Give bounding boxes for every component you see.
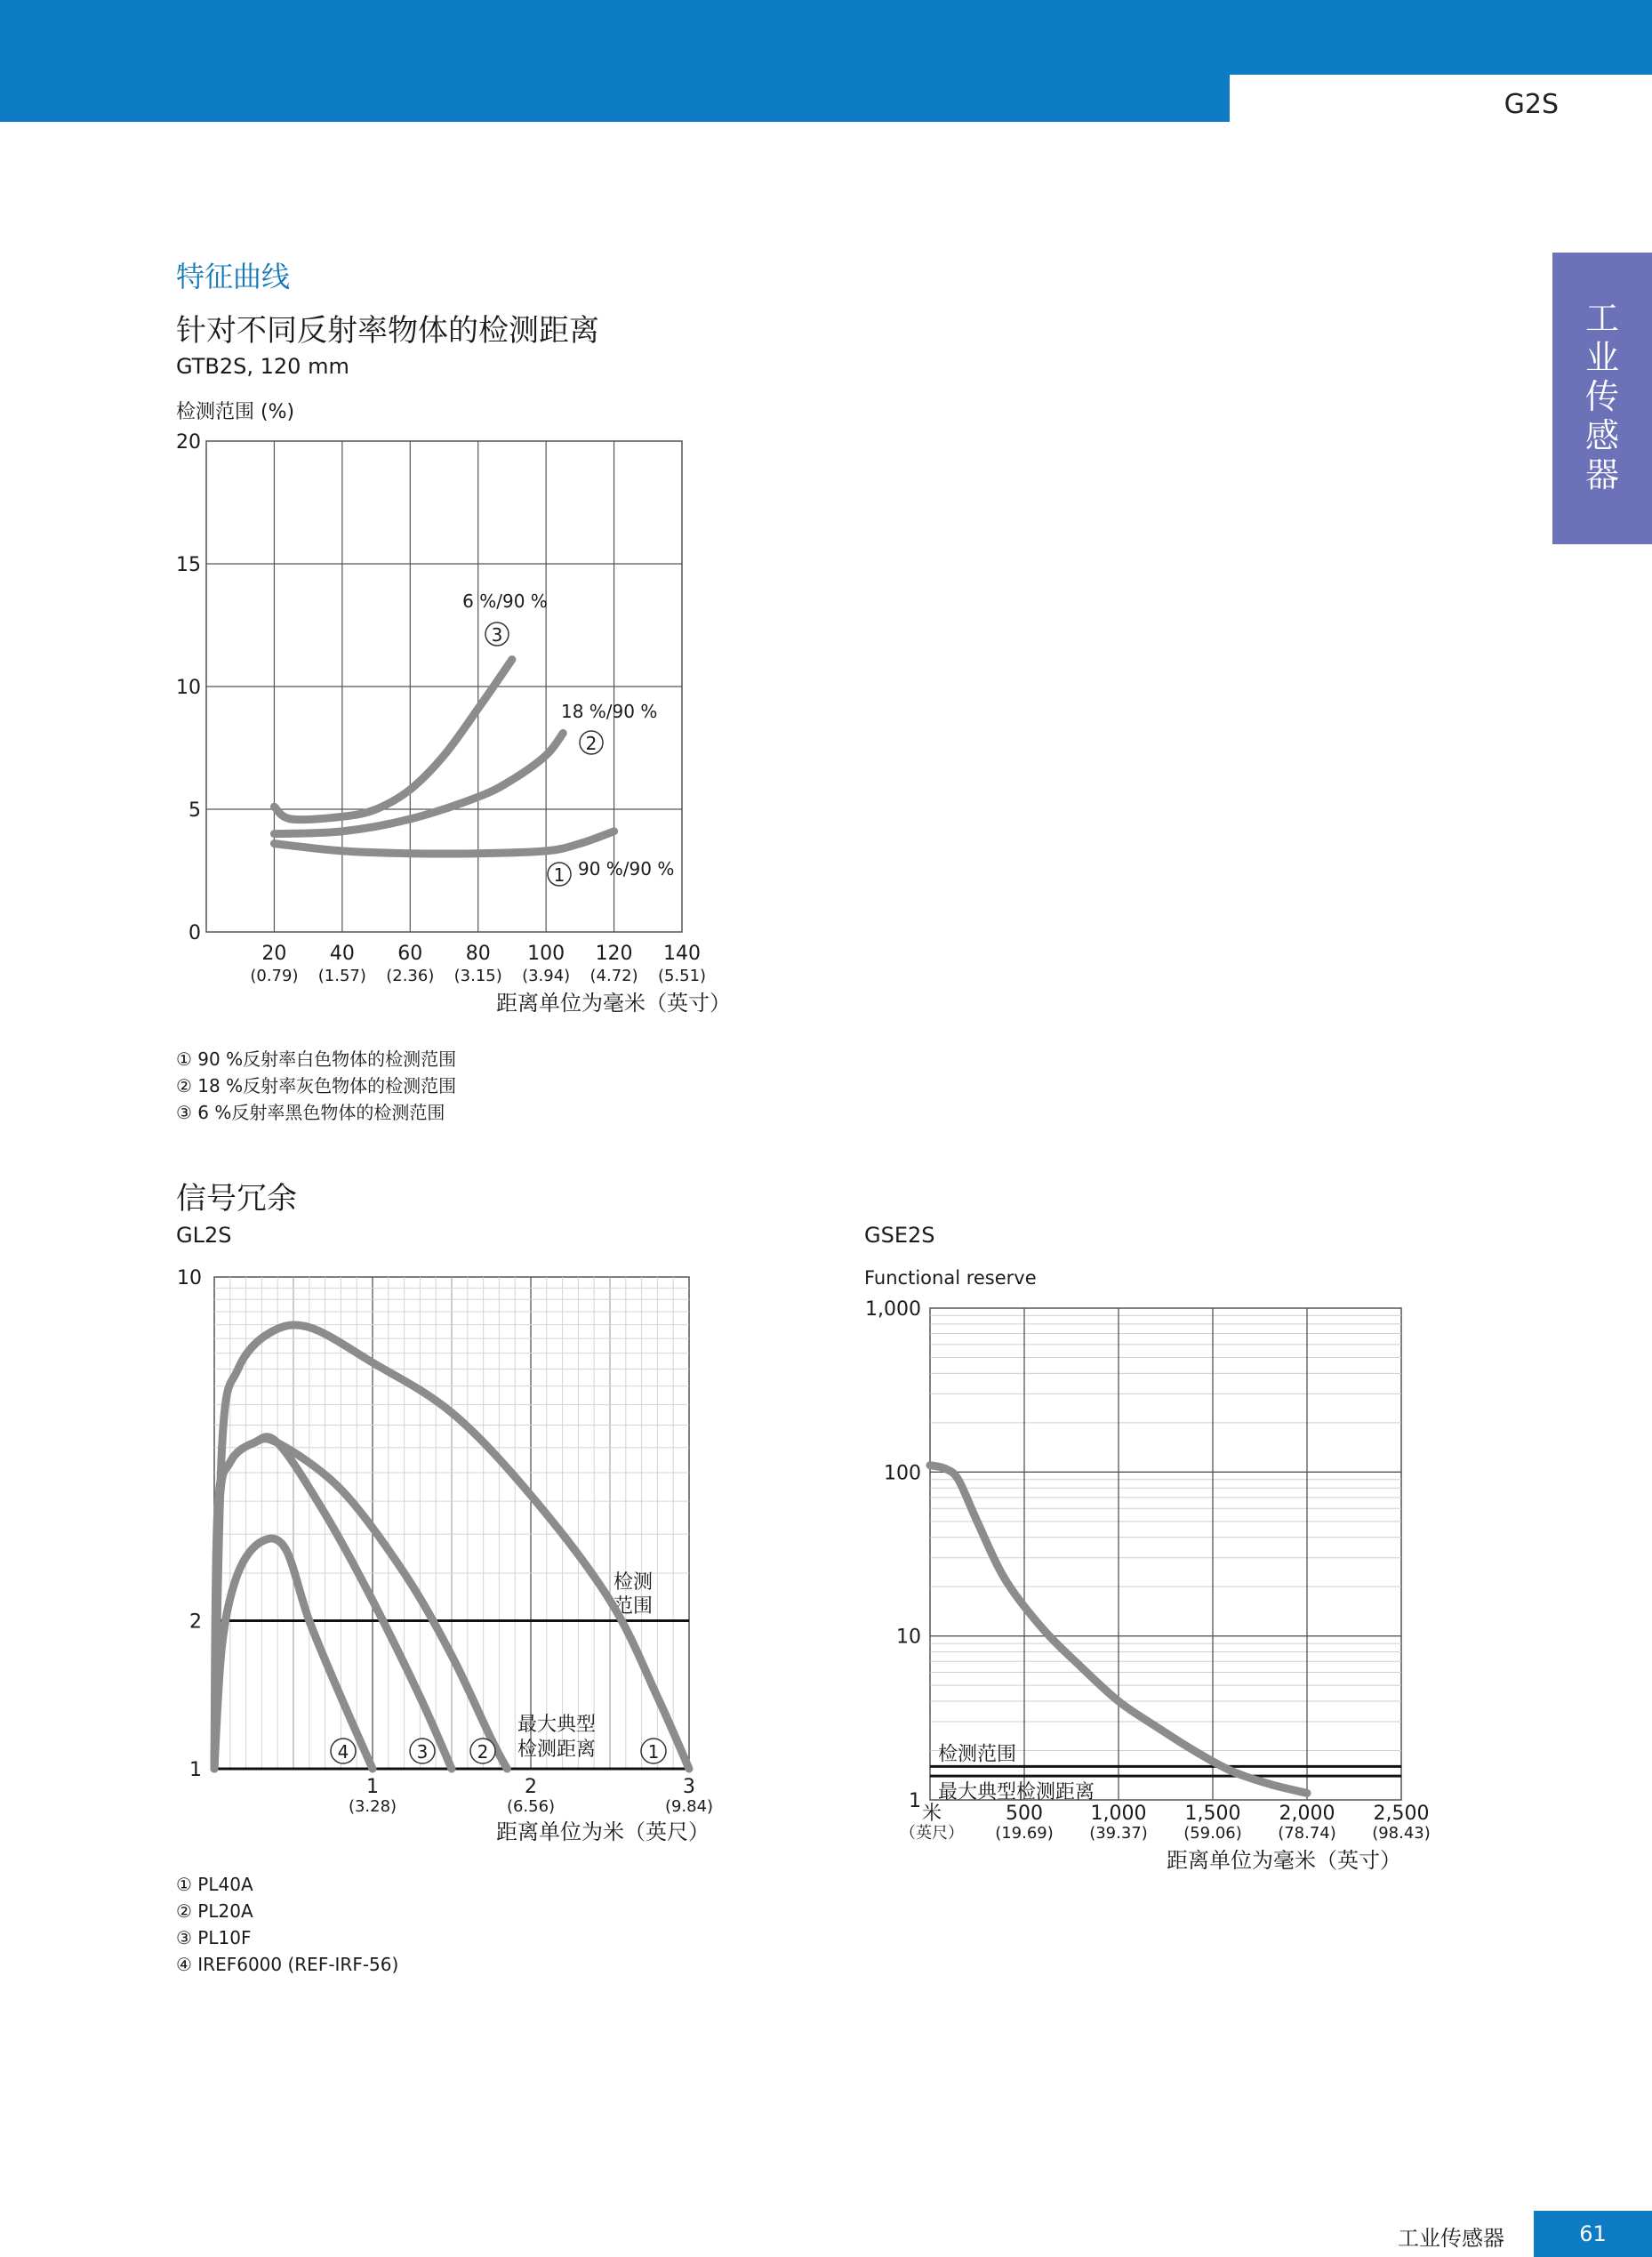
chart1-model: GTB2S, 120 mm xyxy=(176,354,349,379)
side-tab-char: 工 xyxy=(1584,299,1619,338)
page-number: 61 xyxy=(1534,2211,1652,2257)
chart3-frame xyxy=(930,1308,1401,1800)
chart3-xtick-sublabel: (39.37) xyxy=(1089,1824,1148,1843)
chart2-ytick-label: 2 xyxy=(189,1610,202,1634)
chart1-series-marker: 2 xyxy=(585,733,597,754)
chart3-xtick-sublabel: （英尺） xyxy=(900,1824,964,1843)
chart1-xtick-sublabel: (5.51) xyxy=(657,967,707,985)
chart3-ytick-label: 1 xyxy=(909,1790,921,1812)
chart3-xtick-label: 2,000 xyxy=(1279,1803,1335,1825)
chart1-xtick-sublabel: (0.79) xyxy=(250,967,299,985)
chart3-xtick-label: 米 xyxy=(921,1803,942,1825)
chart1-xlabel: 距离单位为毫米（英寸） xyxy=(496,991,731,1016)
chart2-annotation: 范围 xyxy=(613,1595,654,1618)
chart1-ytick-label: 0 xyxy=(188,922,201,944)
side-tab-char: 器 xyxy=(1584,455,1619,494)
chart2-annotation: 最大典型 xyxy=(517,1714,597,1736)
chart2-series-marker: 3 xyxy=(416,1741,429,1763)
chart3-xtick-label: 500 xyxy=(1006,1803,1043,1825)
chart1-ytick-label: 20 xyxy=(176,431,201,454)
section-subtitle: 针对不同反射率物体的检测距离 xyxy=(176,313,599,349)
chart3-ytick-label: 100 xyxy=(884,1462,921,1485)
chart3-xlabel: 距离单位为毫米（英寸） xyxy=(1167,1848,1401,1873)
chart3-ylabel: Functional reserve xyxy=(864,1267,1037,1289)
chart3-xtick-label: 1,000 xyxy=(1090,1803,1147,1825)
chart2-series-marker: 2 xyxy=(477,1741,489,1763)
chart1-xtick-sublabel: (3.15) xyxy=(453,967,502,985)
chart3-xtick-sublabel: (59.06) xyxy=(1183,1824,1242,1843)
chart1-xtick-label: 80 xyxy=(465,943,491,965)
chart1-xtick-sublabel: (2.36) xyxy=(386,967,435,985)
chart2-ytick-label: 10 xyxy=(177,1267,202,1289)
product-code: G2S xyxy=(1504,89,1559,120)
legend-item: ② 18 %反射率灰色物体的检测范围 xyxy=(176,1075,457,1096)
chart3-ytick-label: 10 xyxy=(896,1626,921,1649)
chart1-ytick-label: 15 xyxy=(176,554,201,576)
legend-item: ③ PL10F xyxy=(176,1927,252,1948)
chart2-xtick-sublabel: (6.56) xyxy=(506,1797,556,1816)
chart1-xtick-label: 100 xyxy=(527,943,565,965)
chart3-xtick-sublabel: (98.43) xyxy=(1372,1824,1431,1843)
chart2-xtick-label: 1 xyxy=(366,1776,379,1798)
chart3-model: GSE2S xyxy=(864,1223,935,1248)
chart1-ytick-label: 10 xyxy=(176,677,201,699)
side-tab-char: 感 xyxy=(1584,416,1619,455)
chart3-xtick-sublabel: (78.74) xyxy=(1278,1824,1336,1843)
chart3-xtick-label: 2,500 xyxy=(1373,1803,1430,1825)
chart2-xtick-label: 3 xyxy=(683,1776,695,1798)
chart1-xtick-label: 140 xyxy=(663,943,701,965)
chart1-series-label: 6 %/90 % xyxy=(462,590,548,612)
chart2-xtick-label: 2 xyxy=(525,1776,537,1798)
chart2-model: GL2S xyxy=(176,1223,232,1248)
chart3-annotation: 最大典型检测距离 xyxy=(938,1781,1095,1804)
legend-item: ④ IREF6000 (REF-IRF-56) xyxy=(176,1954,399,1975)
chart2-xlabel: 距离单位为米（英尺） xyxy=(496,1819,710,1844)
chart1-xtick-label: 60 xyxy=(397,943,423,965)
legend-item: ① 90 %反射率白色物体的检测范围 xyxy=(176,1048,457,1070)
chart2-annotation: 检测 xyxy=(613,1571,654,1594)
chart1-xtick-label: 20 xyxy=(261,943,287,965)
chart3-xtick-sublabel: (19.69) xyxy=(995,1824,1054,1843)
section-title-signal: 信号冗余 xyxy=(176,1181,297,1217)
legend-item: ② PL20A xyxy=(176,1900,253,1922)
legend-item: ③ 6 %反射率黑色物体的检测范围 xyxy=(176,1102,445,1123)
chart2-ytick-label: 1 xyxy=(189,1759,202,1781)
chart1-series-marker: 1 xyxy=(553,864,565,886)
chart1-ytick-label: 5 xyxy=(188,799,201,822)
chart2-xtick-sublabel: (3.28) xyxy=(348,1797,397,1816)
chart2-series-marker: 1 xyxy=(647,1741,660,1763)
chart2-xtick-sublabel: (9.84) xyxy=(664,1797,714,1816)
chart1-xtick-label: 40 xyxy=(329,943,355,965)
chart1-xtick-sublabel: (4.72) xyxy=(589,967,638,985)
side-tab-char: 业 xyxy=(1584,338,1619,377)
chart3-xtick-label: 1,500 xyxy=(1184,1803,1241,1825)
section-title-characteristic: 特征曲线 xyxy=(176,260,291,293)
chart1-series-label: 90 %/90 % xyxy=(578,858,675,880)
chart1-ylabel: 检测范围 (%) xyxy=(176,401,295,423)
side-tab-char: 传 xyxy=(1584,377,1619,416)
chart3-ytick-label: 1,000 xyxy=(865,1298,921,1321)
chart1-series-label: 18 %/90 % xyxy=(561,701,658,722)
footer-label: 工业传感器 xyxy=(1398,2226,1504,2251)
chart1-xtick-label: 120 xyxy=(595,943,633,965)
chart2-series-marker: 4 xyxy=(337,1741,349,1763)
legend-item: ① PL40A xyxy=(176,1874,253,1895)
chart1-xtick-sublabel: (3.94) xyxy=(522,967,571,985)
chart2-annotation: 检测距离 xyxy=(517,1739,597,1761)
chart3-annotation: 检测范围 xyxy=(938,1743,1017,1766)
chart1-xtick-sublabel: (1.57) xyxy=(317,967,366,985)
chart1-series-marker: 3 xyxy=(491,624,503,646)
chart2-series-line-2 xyxy=(214,1439,507,1769)
